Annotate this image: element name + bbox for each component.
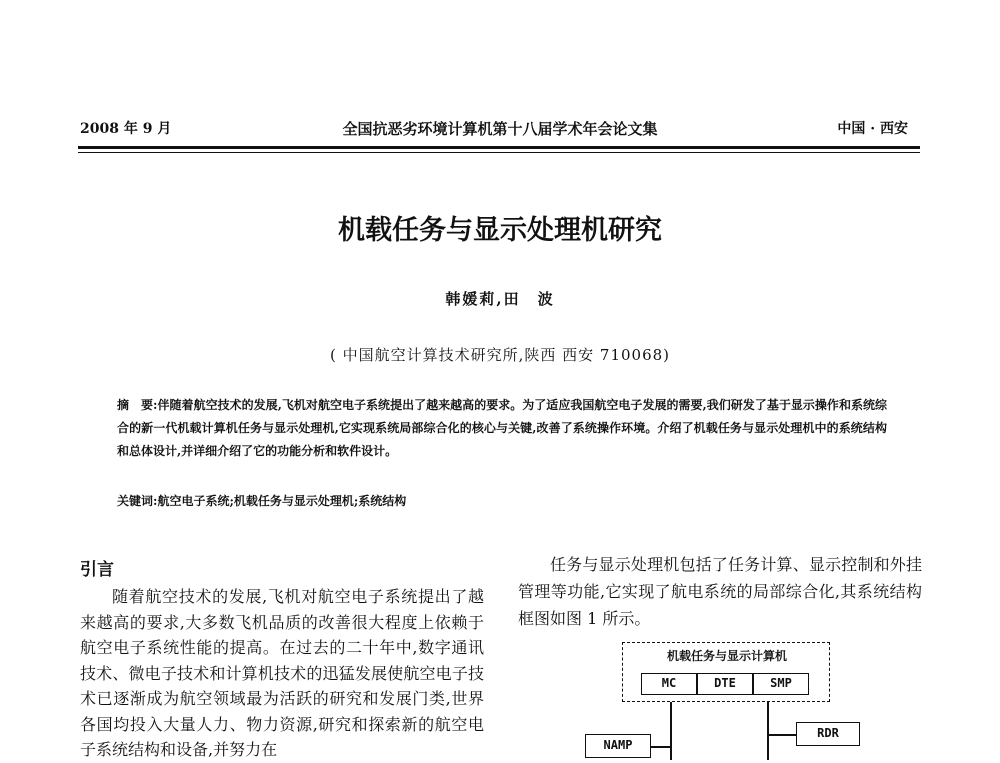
paper-authors: 韩媛莉,田 波 [445,290,555,308]
module-dte: DTE [697,673,753,695]
keywords-text: 航空电子系统;机载任务与显示处理机;系统结构 [157,494,407,508]
section-title: 引言 [80,560,114,580]
mission-display-computer-box [622,642,830,702]
header-location: 中国 · 西安 [837,121,908,137]
left-paragraph: 随着航空技术的发展,飞机对航空电子系统提出了越来越高的要求,大多数飞机品质的改善很大程度上依赖于航空电子系统性能的提高。在过去的二十年中,数字通讯技术、微电子技术和计算机技术的迅猛发展使航空电子技术已逐渐成为航空领域最为活跃的研究和发展门类,世界各国均投入大量人力、物力资源,研究和探索新的航空电子系统结构和设备,并努力在 [80,587,484,759]
left-bus-line [670,702,672,760]
unit-rdr: RDR [796,722,860,746]
paper-title: 机载任务与显示处理机研究 [338,215,662,246]
header-date: 2008 年 9 月 [80,121,172,137]
namp-connector [651,746,671,748]
abstract-label: 摘 要: [117,398,158,412]
right-bus-line [767,702,769,760]
abstract [117,394,887,463]
system-diagram [570,634,890,760]
right-column [518,551,922,632]
header-rule-thin [78,152,920,153]
paper-affiliation: ( 中国航空计算技术研究所,陕西 西安 710068) [329,346,671,364]
abstract-text: 伴随着航空技术的发展,飞机对航空电子系统提出了越来越高的要求。为了适应我国航空电子发展的需要,我们研发了基于显示操作和系统综合的新一代机载计算机任务与显示处理机,它实现系统局部综合化的核心与关键,改善了系统操作环境。介绍了机载任务与显示处理机中的系统结构和总体设计,并详细介绍了它的功能分析和软件设计。 [117,398,887,458]
mission-display-computer-label: 机载任务与显示计算机 [666,649,787,663]
right-paragraph: 任务与显示处理机包括了任务计算、显示控制和外挂管理等功能,它实现了航电系统的局部综合化,其系统结构框图如图 1 所示。 [518,555,922,628]
rdr-connector [767,734,796,736]
header-rule-thick [78,146,920,149]
header-proceedings: 全国抗恶劣环境计算机第十八届学术年会论文集 [342,120,658,138]
module-smp: SMP [753,673,809,695]
unit-namp: NAMP [585,734,651,758]
keywords-label: 关键词: [117,494,158,508]
keywords [117,492,887,509]
module-mc: MC [641,673,697,695]
left-column [80,584,484,763]
